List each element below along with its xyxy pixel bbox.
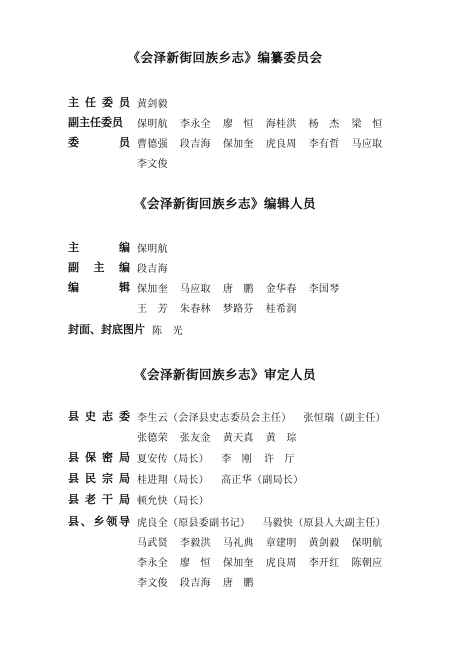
names-line	[137, 155, 168, 170]
role-char: 员	[119, 96, 130, 109]
person-name: 保加奎	[222, 139, 254, 150]
person-name: 张友金	[179, 433, 211, 444]
role-label	[68, 259, 130, 275]
person-name: 马武贤	[137, 538, 168, 549]
role-char: 主	[68, 241, 79, 254]
role-char: 老	[85, 493, 96, 506]
person-name: 廖 恒	[179, 558, 211, 569]
person-name: 李 刚	[221, 454, 253, 465]
person-name: 段吉海	[137, 264, 168, 275]
role-char: 密	[102, 451, 113, 464]
person-name: 段吉海	[179, 139, 211, 150]
role-char: 宗	[102, 472, 113, 485]
role-text: 副主任委员	[68, 116, 123, 129]
role-label	[68, 408, 130, 424]
section-title-editors: 《会泽新街回族乡志》编辑人员	[133, 196, 316, 211]
person-name: 李永全	[137, 558, 168, 569]
section-title-reviewers: 《会泽新街回族乡志》审定人员	[133, 367, 316, 382]
person-name: 黄天真	[222, 433, 254, 444]
names-line	[137, 429, 297, 444]
names-line	[137, 574, 254, 589]
role-char: 主	[93, 261, 105, 274]
role-label	[68, 239, 130, 255]
person-name: 虎良周	[265, 558, 297, 569]
names-line	[137, 492, 209, 507]
person-name: 李毅洪	[179, 538, 211, 549]
person-name: 马毅快（原县人大副主任）	[262, 518, 386, 529]
person-name: 李有哲	[308, 139, 340, 150]
person-name: 保加奎	[137, 284, 168, 295]
role-char: 编	[119, 261, 130, 274]
names-line	[137, 554, 382, 569]
role-char: 史	[85, 410, 96, 423]
role-char: 县	[68, 410, 79, 423]
names-line	[137, 450, 295, 465]
role-char: 保	[85, 451, 96, 464]
role-label	[68, 114, 144, 130]
person-name: 黄 琮	[265, 433, 297, 444]
person-name: 杨 杰	[308, 119, 340, 130]
person-name: 保明航	[137, 244, 168, 255]
role-char: 县	[68, 451, 79, 464]
person-name: 保明航	[351, 538, 383, 549]
names-line	[137, 409, 386, 424]
person-name: 高正华（副局长）	[221, 475, 304, 486]
person-name: 黄剑毅	[308, 538, 340, 549]
person-name: 李文俊	[137, 159, 168, 170]
role-char: 领	[106, 515, 118, 528]
person-name: 张恒瑞（副主任）	[303, 413, 386, 424]
role-char: 县	[68, 472, 79, 485]
person-name: 李永全	[179, 119, 211, 130]
role-label	[68, 94, 130, 110]
person-name: 李国琴	[308, 284, 340, 295]
person-name: 章建明	[265, 538, 297, 549]
person-name: 段吉海	[179, 578, 211, 589]
person-name: 马应取	[351, 139, 383, 150]
role-char: 县	[68, 493, 79, 506]
person-name: 马礼典	[222, 538, 254, 549]
person-name: 曹德强	[137, 139, 168, 150]
person-name: 金华春	[265, 284, 297, 295]
names-line	[137, 240, 168, 255]
person-name: 黄剑毅	[137, 99, 168, 110]
role-char: 导	[119, 515, 130, 528]
person-name: 廖 恒	[222, 119, 254, 130]
role-label	[68, 279, 130, 295]
role-label	[68, 321, 144, 337]
role-text: 封面、封底图片	[68, 323, 145, 336]
role-char: 志	[102, 410, 113, 423]
names-line	[137, 300, 297, 315]
person-name: 虎良周	[265, 139, 297, 150]
person-name: 保加奎	[222, 558, 254, 569]
names-line	[137, 280, 340, 295]
person-name: 唐 鹏	[222, 578, 254, 589]
person-name: 马应取	[179, 284, 211, 295]
role-char: 编	[68, 281, 79, 294]
section-title-committee: 《会泽新街回族乡志》编纂委员会	[127, 50, 323, 65]
person-name: 李文俊	[137, 578, 168, 589]
role-char: 局	[119, 472, 130, 485]
person-name: 陈朝应	[351, 558, 383, 569]
person-name: 李生云（会泽县史志委员会主任）	[137, 413, 292, 424]
person-name: 李开红	[308, 558, 340, 569]
role-char: 编	[119, 241, 130, 254]
person-name: 桂希润	[265, 304, 297, 315]
role-char: 乡	[93, 515, 105, 528]
person-name: 许 厅	[264, 454, 295, 465]
person-name: 唐 鹏	[222, 284, 254, 295]
person-name: 桂进翔（局长）	[137, 475, 210, 486]
role-label	[68, 449, 130, 465]
role-char: 局	[119, 493, 130, 506]
names-line	[137, 534, 382, 549]
role-label	[68, 134, 130, 150]
role-char: 县	[68, 515, 79, 528]
role-char: 任	[85, 96, 96, 109]
names-line	[152, 322, 183, 337]
role-label	[68, 513, 130, 529]
person-name: 朱春林	[179, 304, 211, 315]
person-name: 陈 光	[152, 326, 183, 337]
person-name: 夏安传（局长）	[137, 454, 210, 465]
role-char: 局	[119, 451, 130, 464]
role-label	[68, 470, 130, 486]
role-char: 干	[102, 493, 113, 506]
names-line	[137, 95, 168, 110]
role-char: 委	[68, 136, 79, 149]
person-name: 保明航	[137, 119, 168, 130]
person-name: 王 芳	[137, 304, 168, 315]
person-name: 梁 恒	[351, 119, 383, 130]
person-name: 张德荣	[137, 433, 168, 444]
role-char: 委	[119, 410, 130, 423]
names-line	[137, 471, 304, 486]
role-char: 委	[102, 96, 113, 109]
person-name: 海桂洪	[265, 119, 297, 130]
names-line	[137, 260, 168, 275]
names-line	[137, 135, 382, 150]
person-name: 梦路芬	[222, 304, 254, 315]
person-name: 虎良全（原县委副书记）	[137, 518, 251, 529]
names-line	[137, 514, 386, 529]
role-char: 辑	[119, 281, 130, 294]
role-char: 副	[68, 261, 79, 274]
role-label	[68, 491, 130, 507]
person-name: 顿允快（局长）	[137, 496, 210, 507]
names-line	[137, 115, 382, 130]
role-char: 员	[119, 136, 130, 149]
role-char: 民	[85, 472, 96, 485]
role-char: 、	[80, 515, 92, 528]
role-char: 主	[68, 96, 79, 109]
